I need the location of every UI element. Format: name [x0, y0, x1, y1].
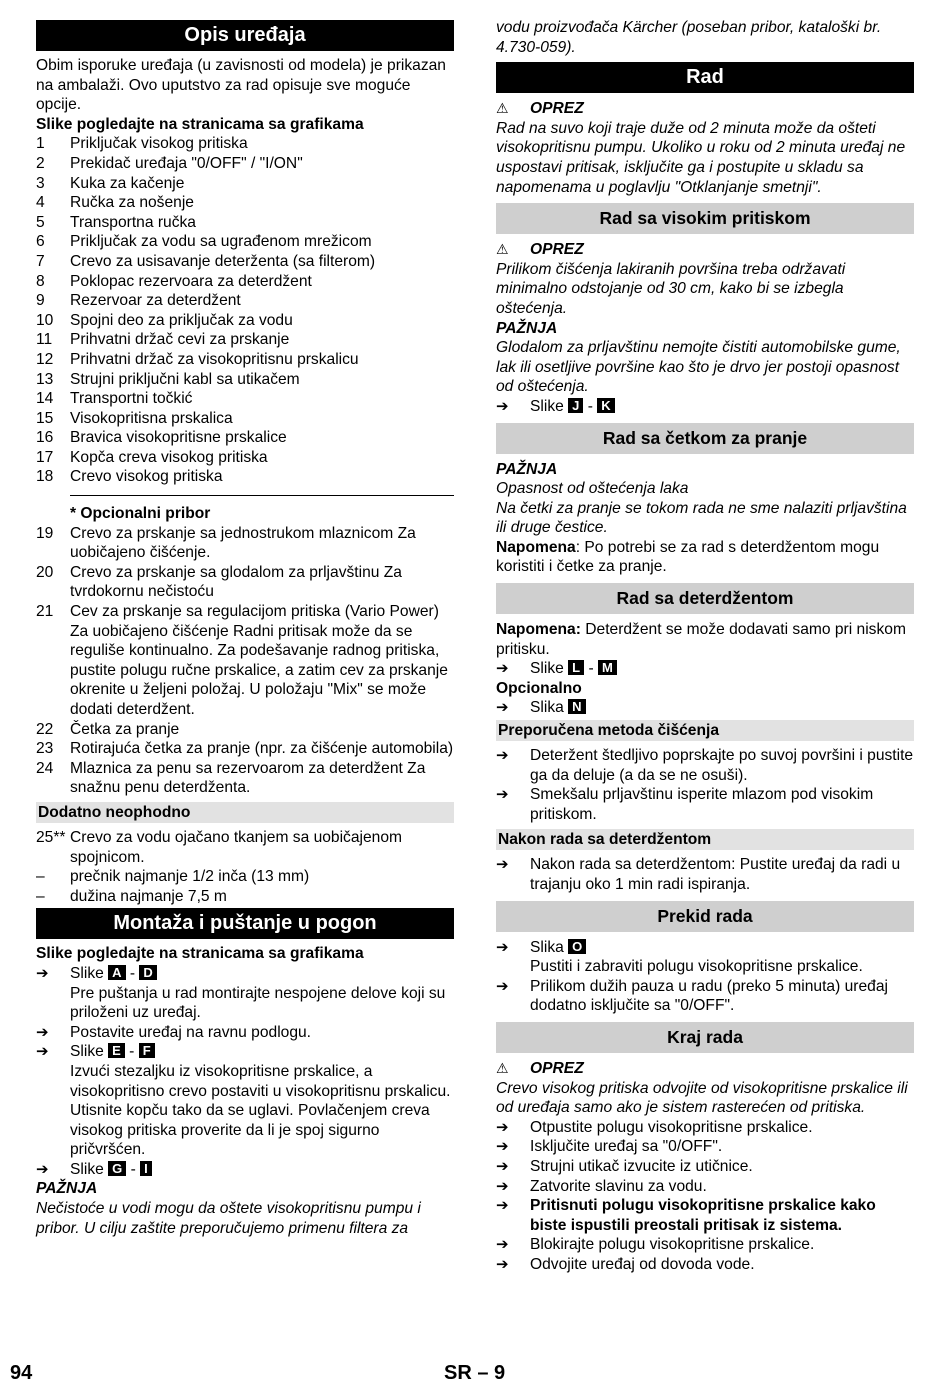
item-text: Priključak visokog pritiska	[70, 135, 248, 153]
item-text: Mlaznica za penu sa rezervoarom za deterdžent Za snažnu penu deterdženta.	[70, 759, 426, 797]
divider	[70, 495, 454, 496]
parts-list-item	[36, 467, 454, 487]
item-number: 15	[36, 409, 54, 427]
item-number: 9	[36, 292, 45, 310]
paznja-text: Nečistoće u vodi mogu da oštete visokopritisnu pumpu i pribor. U cilju zaštite preporučujemo primenu filtera za	[36, 1200, 421, 1237]
item-number: 24	[36, 759, 54, 777]
arrow-icon: ➔	[496, 1197, 509, 1215]
figure-label: Slike	[70, 964, 104, 982]
arrow-icon: ➔	[496, 660, 509, 678]
step-text: Otpustite polugu visokopritisne prskalice.	[530, 1118, 813, 1136]
paznja-label: PAŽNJA	[496, 319, 558, 337]
parts-list-item	[36, 232, 454, 252]
figure-label: Slika	[530, 699, 564, 717]
caution-text: Prilikom čišćenja lakiranih površina treba održavati minimalno odstojanje od 30 cm, kako bi se izbegla oštećenja.	[496, 260, 846, 317]
caution-text: Crevo visokog pritiska odvojite od visokopritisne prskalice ili od uređaja samo ako je sistem rasterećen od pritiska.	[496, 1079, 908, 1117]
arrow-icon: ➔	[36, 1043, 49, 1061]
montaza-step: ➔ Slike E - F Izvući stezaljku iz visokopritisne prskalice, a visokopritisno crevo postaviti u visokopritisnu prskalicu. Utisnite kopču tako da se uglavi. Povlačenjem creva visokog pritiska proverite da li je spoj sigurno pričvršćen.	[36, 1042, 454, 1160]
item-text: Spojni deo za priključak za vodu	[70, 311, 293, 329]
warning-icon: ⚠	[496, 241, 509, 258]
item-number: 8	[36, 272, 45, 290]
arrow-icon: ➔	[496, 747, 509, 765]
parts-list-item	[36, 370, 454, 390]
step-text: Strujni utikač izvucite iz utičnice.	[530, 1157, 753, 1175]
dodatno-list-item	[36, 867, 454, 887]
item-text: Transportna ručka	[70, 213, 196, 231]
figure-key: J	[568, 398, 583, 413]
step-row	[496, 938, 914, 977]
figure-label: Slike	[70, 1043, 104, 1061]
item-number: –	[36, 887, 45, 905]
optional-list	[36, 524, 454, 798]
parts-list-item	[36, 409, 454, 429]
paznja-text: Opasnost od oštećenja laka	[496, 480, 689, 498]
figure-ref: ➔ Slike L - M	[496, 659, 914, 679]
item-text: Crevo za vodu ojačano tkanjem sa uobičajenom spojnicom.	[70, 828, 402, 866]
step-text: Utisnite kopču tako da se uglavi. Povlačenjem creva visokog pritiska proverite da li je spoj sigurno pričvršćen.	[70, 1102, 430, 1159]
figure-key: I	[140, 1161, 152, 1176]
arrow-icon: ➔	[496, 1138, 509, 1156]
figure-label: Slike	[530, 397, 564, 415]
warning-icon: ⚠	[496, 100, 509, 117]
step-row	[496, 1157, 914, 1177]
dodatno-list	[36, 828, 454, 906]
arrow-icon: ➔	[36, 964, 49, 982]
item-number: –	[36, 868, 45, 886]
arrow-icon: ➔	[496, 397, 509, 415]
montaza-graphics-note: Slike pogledajte na stranicama sa grafikama	[36, 945, 364, 963]
figure-label: Slike	[530, 660, 564, 678]
item-number: 10	[36, 311, 54, 329]
warning-icon: ⚠	[496, 1059, 509, 1076]
step-text: Pritisnuti polugu visokopritisne prskalice kako biste ispustili preostali pritisak iz sistema.	[530, 1197, 876, 1234]
figure-key: O	[568, 939, 586, 954]
step-row	[496, 1177, 914, 1197]
parts-list-item	[36, 272, 454, 292]
item-text: Crevo visokog pritiska	[70, 468, 223, 486]
page-number: 94	[10, 1362, 33, 1381]
caution-text: Rad na suvo koji traje duže od 2 minuta može da ošteti visokopritisnu pumpu. Ukoliko u roku od 2 minuta uređaj ne uspostavi pritisak, isključite ga i postupite u skladu sa napomenama u poglavlju "Otklanjanje smetnji".	[496, 119, 906, 196]
figure-key: D	[139, 965, 156, 980]
step-text: Odvojite uređaj od dovoda vode.	[530, 1255, 755, 1273]
optional-list-item	[36, 602, 454, 720]
item-text: Prekidač uređaja "0/OFF" / "I/ON"	[70, 154, 303, 172]
item-text: Prihvatni držač cevi za prskanje	[70, 331, 290, 349]
kraj-list	[496, 1118, 914, 1275]
item-number: 17	[36, 448, 54, 466]
note-text: Napomena: Po potrebi se za rad s deterdžentom mogu koristiti i četke za pranje.	[496, 538, 880, 576]
step-row	[496, 746, 914, 785]
step-row	[496, 1118, 914, 1138]
parts-list-item	[36, 174, 454, 194]
optional-list-item	[36, 720, 454, 740]
item-number: 2	[36, 154, 45, 172]
paznja-text: Na četki za pranje se tokom rada ne sme nalaziti prljavština ili druge čestice.	[496, 499, 907, 537]
item-text: Crevo za usisavanje deterženta (sa filterom)	[70, 252, 376, 270]
heading-montaza: Montaža i puštanje u pogon	[36, 908, 454, 939]
optional-list-item	[36, 739, 454, 759]
parts-list-item	[36, 193, 454, 213]
step-row	[496, 1196, 914, 1235]
arrow-icon: ➔	[36, 1023, 49, 1041]
figure-label: Slika	[530, 938, 564, 956]
parts-list-item	[36, 134, 454, 154]
figure-key: L	[568, 660, 584, 675]
parts-list-item	[36, 350, 454, 370]
paznja-label: PAŽNJA	[496, 460, 558, 478]
item-number: 19	[36, 524, 54, 542]
figure-key: F	[139, 1043, 155, 1058]
item-text: Strujni priključni kabl sa utikačem	[70, 370, 300, 388]
item-text: Cev za prskanje sa regulacijom pritiska (Vario Power) Za uobičajeno čišćenje Radni pritisak može da se reguliše kontinualno. Za podešavanje radnog pritiska, pustite polugu ručne prskalice, a zatim cev za prskanje okrenite u željeni položaj. U položaju "Mix" se može dodati deterdžent.	[70, 603, 448, 718]
step-text: Isključite uređaj sa "0/OFF".	[530, 1138, 723, 1156]
heading-preporucena: Preporučena metoda čišćenja	[496, 720, 914, 741]
heading-opis-uredjaja: Opis uređaja	[36, 20, 454, 51]
right-column	[496, 18, 914, 1275]
optional-list-item	[36, 759, 454, 798]
heading-deterdzent: Rad sa deterdžentom	[496, 583, 914, 614]
item-number: 12	[36, 350, 54, 368]
figure-key: K	[597, 398, 614, 413]
step-row	[496, 1137, 914, 1157]
arrow-icon: ➔	[496, 856, 509, 874]
optional-list-item	[36, 563, 454, 602]
figure-ref: ➔ Slike J - K	[496, 397, 914, 417]
step-text: Prilikom dužih pauza u radu (preko 5 minuta) uređaj dodatno isključite sa "0/OFF".	[530, 977, 888, 1015]
item-text: Rezervoar za deterdžent	[70, 292, 241, 310]
item-text: Rotirajuća četka za pranje (npr. za čišćenje automobila)	[70, 740, 454, 758]
heading-prekid: Prekid rada	[496, 901, 914, 932]
optional-label: Opcionalno	[496, 679, 582, 697]
item-number: 20	[36, 563, 54, 581]
arrow-icon: ➔	[496, 1177, 509, 1195]
section-label: SR – 9	[444, 1362, 506, 1381]
note-text: Napomena: Deterdžent se može dodavati samo pri niskom pritisku.	[496, 621, 906, 658]
item-number: 7	[36, 252, 45, 270]
item-text: Visokopritisna prskalica	[70, 409, 233, 427]
caution-row	[496, 1059, 914, 1079]
parts-list	[36, 134, 454, 487]
figure-label: Slike	[70, 1160, 104, 1178]
dodatno-list-item	[36, 828, 454, 867]
item-text: Priključak za vodu sa ugrađenom mrežicom	[70, 233, 372, 251]
item-number: 25**	[36, 828, 66, 846]
parts-list-item	[36, 448, 454, 468]
item-number: 5	[36, 213, 45, 231]
item-text: Crevo za prskanje sa glodalom za prljavštinu Za tvrdokornu nečistoću	[70, 563, 402, 601]
arrow-icon: ➔	[36, 1160, 49, 1178]
item-number: 13	[36, 370, 54, 388]
item-number: 6	[36, 233, 45, 251]
heading-rad: Rad	[496, 62, 914, 93]
item-number: 23	[36, 740, 54, 758]
item-text: Ručka za nošenje	[70, 194, 194, 212]
heading-cetka: Rad sa četkom za pranje	[496, 423, 914, 454]
prep-list	[496, 746, 914, 824]
parts-list-item	[36, 330, 454, 350]
heading-kraj: Kraj rada	[496, 1022, 914, 1053]
step-text: Blokirajte polugu visokopritisne prskalice.	[530, 1236, 815, 1254]
step-text: Pre puštanja u rad montirajte nespojene delove koji su priloženi uz uređaj.	[70, 984, 446, 1022]
item-text: Transportni točkić	[70, 390, 193, 408]
item-number: 21	[36, 603, 54, 621]
item-text: Kuka za kačenje	[70, 174, 185, 192]
step-row	[496, 785, 914, 824]
caution-row	[496, 99, 914, 119]
figure-key: G	[108, 1161, 126, 1176]
item-number: 4	[36, 194, 45, 212]
item-number: 18	[36, 468, 54, 486]
parts-list-item	[36, 291, 454, 311]
parts-list-item	[36, 154, 454, 174]
parts-list-item	[36, 252, 454, 272]
item-text: prečnik najmanje 1/2 inča (13 mm)	[70, 868, 310, 886]
heading-visoki-pritisak: Rad sa visokim pritiskom	[496, 203, 914, 234]
figure-ref	[496, 698, 914, 718]
item-number: 3	[36, 174, 45, 192]
intro-text: Obim isporuke uređaja (u zavisnosti od modela) je prikazan na ambalaži. Ovo uputstvo za rad opisuje sve moguće opcije.	[36, 57, 446, 114]
parts-list-item	[36, 213, 454, 233]
arrow-icon: ➔	[496, 1118, 509, 1136]
item-number: 1	[36, 135, 45, 153]
montaza-step: ➔ Slike G - I	[36, 1160, 454, 1180]
caution-label: OPREZ	[530, 241, 584, 259]
continued-text: vodu proizvođača Kärcher (poseban pribor, kataloški br. 4.730-059).	[496, 19, 882, 56]
item-number: 11	[36, 331, 53, 349]
step-text: Smekšalu prljavštinu isperite mlazom pod visokim pritiskom.	[530, 786, 874, 823]
figure-key: E	[108, 1043, 125, 1058]
item-number: 14	[36, 390, 54, 408]
item-text: Poklopac rezervoara za deterdžent	[70, 272, 312, 290]
figure-key: M	[598, 660, 617, 675]
heading-dodatno: Dodatno neophodno	[36, 802, 454, 823]
step-text: Pustiti i zabraviti polugu visokopritisne prskalice.	[530, 958, 863, 976]
arrow-icon: ➔	[496, 786, 509, 804]
dodatno-list-item	[36, 887, 454, 907]
caution-label: OPREZ	[530, 100, 584, 118]
item-number: 16	[36, 429, 54, 447]
step-row	[496, 1255, 914, 1275]
item-text: Crevo za prskanje sa jednostrukom mlaznicom Za uobičajeno čišćenje.	[70, 524, 416, 562]
arrow-icon: ➔	[496, 1255, 509, 1273]
item-text: dužina najmanje 7,5 m	[70, 887, 227, 905]
parts-list-item	[36, 389, 454, 409]
step-text: Nakon rada sa deterdžentom: Pustite uređaj da radi u trajanju oko 1 min radi ispiranja.	[530, 856, 901, 893]
optional-list-item	[36, 524, 454, 563]
item-text: Kopča creva visokog pritiska	[70, 448, 268, 466]
arrow-icon: ➔	[496, 977, 509, 995]
montaza-step	[36, 1023, 454, 1043]
step-row	[496, 977, 914, 1016]
optional-title-row	[36, 504, 454, 524]
optional-title: * Opcionalni pribor	[70, 505, 211, 523]
left-column	[36, 20, 454, 1238]
paznja-text: Glodalom za prljavštinu nemojte čistiti automobilske gume, lak ili osetljive površine kao što je drvo jer postoji opasnost od oštećenja.	[496, 339, 901, 396]
item-text: Četka za pranje	[70, 720, 180, 738]
step-row	[496, 855, 914, 894]
montaza-step: ➔ Slike A - D Pre puštanja u rad montirajte nespojene delove koji su priloženi uz uređaj.	[36, 964, 454, 1023]
item-text: Prihvatni držač za visokopritisnu prskalicu	[70, 350, 359, 368]
arrow-icon: ➔	[496, 938, 509, 956]
step-text: Izvući stezaljku iz visokopritisne prskalice, a visokopritisno crevo postaviti u visokopritisnu prskalicu.	[70, 1062, 451, 1100]
item-text: Bravica visokopritisne prskalice	[70, 429, 287, 447]
arrow-icon: ➔	[496, 1157, 509, 1175]
step-text: Deteržent štedljivo poprskajte po suvoj površini i pustite ga da deluje (a da se ne osuši).	[530, 747, 914, 784]
arrow-icon: ➔	[496, 1236, 509, 1254]
step-row	[496, 1235, 914, 1255]
caution-label: OPREZ	[530, 1059, 584, 1077]
parts-list-item	[36, 311, 454, 331]
step-text: Postavite uređaj na ravnu podlogu.	[70, 1023, 312, 1041]
figure-key: N	[568, 699, 585, 714]
heading-nakon: Nakon rada sa deterdžentom	[496, 829, 914, 850]
arrow-icon: ➔	[496, 699, 509, 717]
caution-row	[496, 240, 914, 260]
figure-key: A	[108, 965, 125, 980]
step-text: Zatvorite slavinu za vodu.	[530, 1177, 707, 1195]
parts-list-item	[36, 428, 454, 448]
graphics-note: Slike pogledajte na stranicama sa grafikama	[36, 115, 364, 133]
paznja-label: PAŽNJA	[36, 1180, 98, 1198]
item-number: 22	[36, 720, 54, 738]
